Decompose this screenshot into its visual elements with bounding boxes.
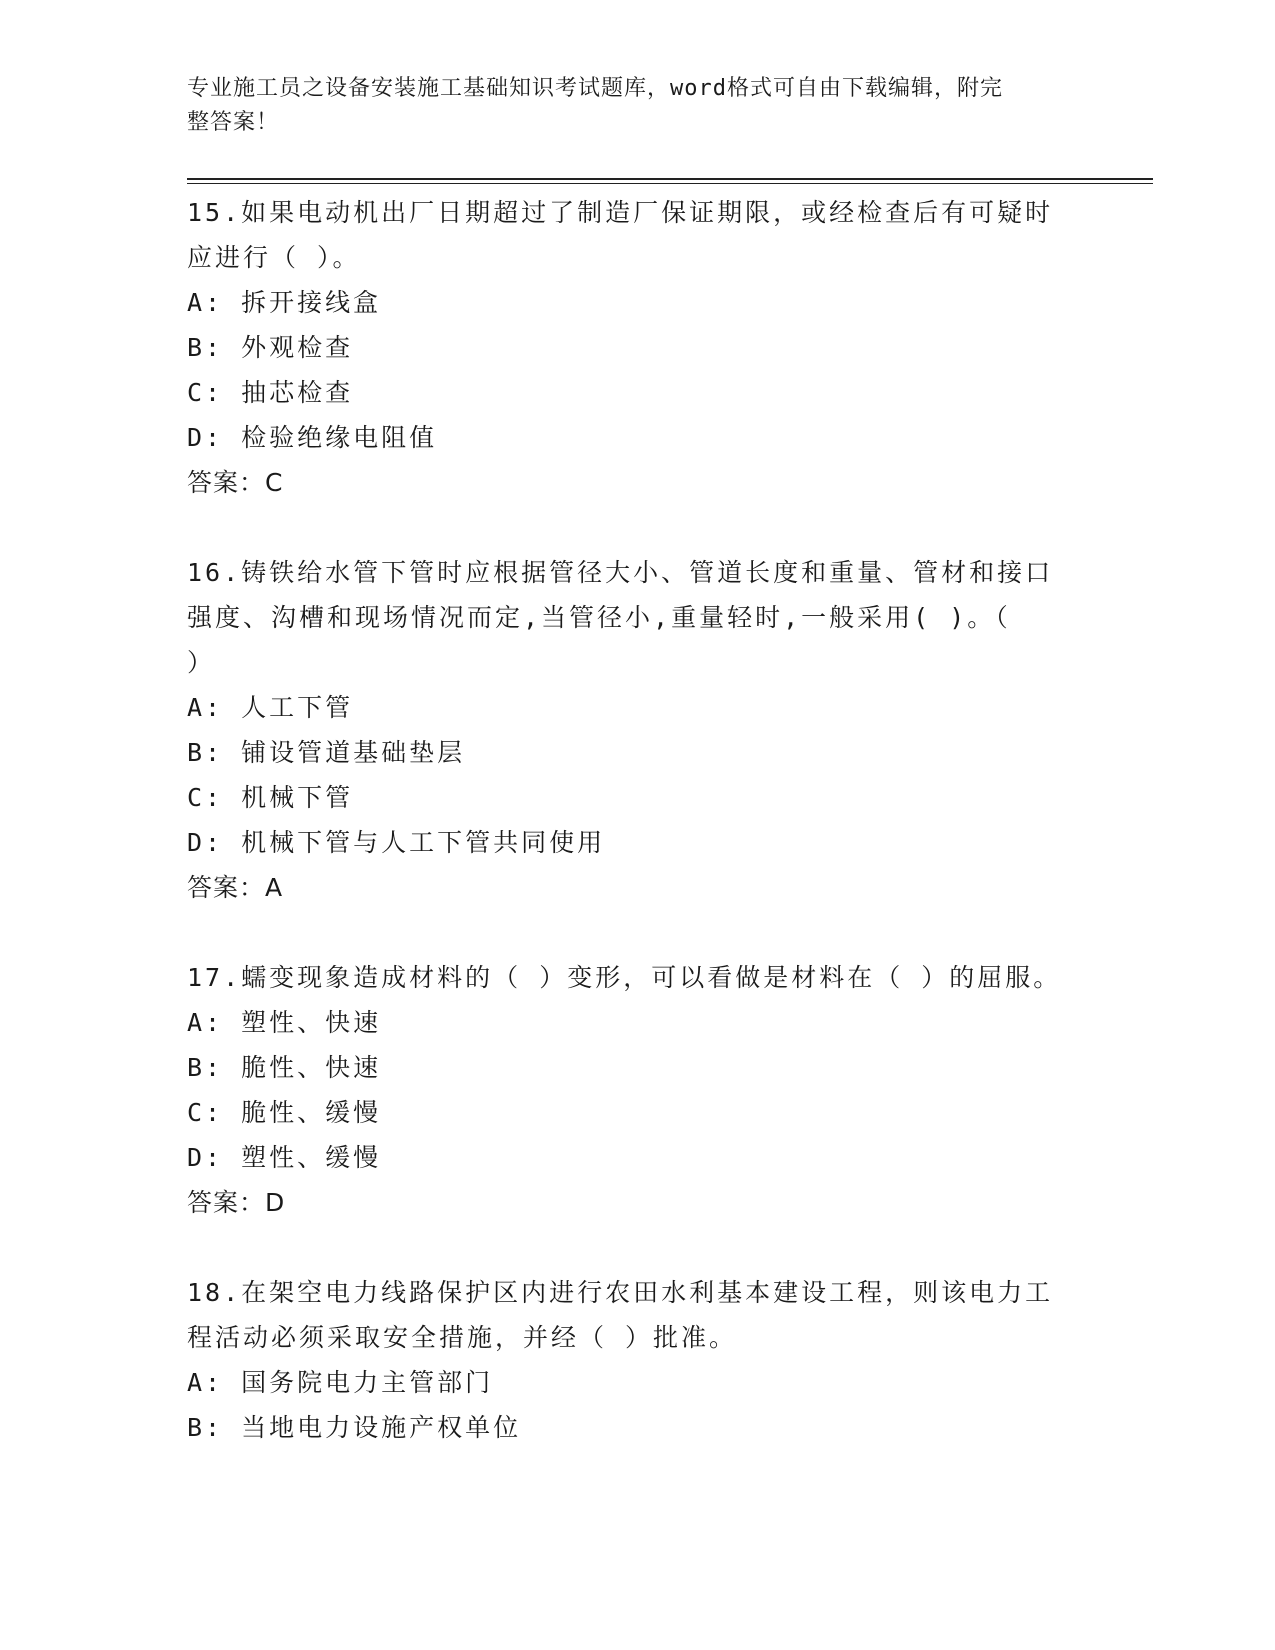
option-b: B: 铺设管道基础垫层 (187, 738, 466, 767)
option-b: B: 当地电力设施产权单位 (187, 1413, 522, 1442)
question-stem-line: 15.如果电动机出厂日期超过了制造厂保证期限，或经检查后有可疑时 (187, 198, 1054, 227)
header-line-2: 整答案！ (187, 110, 280, 135)
option-c: C: 抽芯检查 (187, 378, 354, 407)
header-line-1: 专业施工员之设备安装施工基础知识考试题库，word格式可自由下载编辑，附完 (187, 76, 1003, 101)
option-a: A: 人工下管 (187, 693, 354, 722)
option-d: D: 机械下管与人工下管共同使用 (187, 828, 606, 857)
question-list (187, 190, 1087, 1450)
question-stem-line: ） (187, 648, 216, 677)
question-stem-line: 程活动必须采取安全措施，并经（ ）批准。 (187, 1323, 738, 1352)
option-c: C: 机械下管 (187, 783, 354, 812)
question-15 (187, 190, 1087, 505)
option-a: A: 拆开接线盒 (187, 288, 382, 317)
spacer (187, 505, 1087, 550)
question-18 (187, 1270, 1087, 1450)
answer: 答案：A (187, 873, 284, 902)
answer: 答案：D (187, 1188, 286, 1217)
question-stem-line: 16.铸铁给水管下管时应根据管径大小、管道长度和重量、管材和接口 (187, 558, 1054, 587)
question-stem-line: 18.在架空电力线路保护区内进行农田水利基本建设工程，则该电力工 (187, 1278, 1054, 1307)
header-divider-thin (187, 183, 1153, 184)
option-b: B: 外观检查 (187, 333, 354, 362)
spacer (187, 910, 1087, 955)
option-d: D: 塑性、缓慢 (187, 1143, 382, 1172)
option-b: B: 脆性、快速 (187, 1053, 382, 1082)
document-header (187, 72, 1067, 140)
option-a: A: 国务院电力主管部门 (187, 1368, 494, 1397)
question-16 (187, 550, 1087, 910)
question-stem-line: 强度、沟槽和现场情况而定,当管径小,重量轻时,一般采用( )。（ (187, 603, 1011, 632)
question-stem-line: 17.蠕变现象造成材料的（ ）变形，可以看做是材料在（ ）的屈服。 (187, 963, 1062, 992)
question-stem-line: 应进行（ ）。 (187, 243, 361, 272)
question-17 (187, 955, 1087, 1225)
option-c: C: 脆性、缓慢 (187, 1098, 382, 1127)
header-divider-thick (187, 178, 1153, 180)
spacer (187, 1225, 1087, 1270)
option-d: D: 检验绝缘电阻值 (187, 423, 438, 452)
option-a: A: 塑性、快速 (187, 1008, 382, 1037)
answer: 答案：C (187, 468, 284, 497)
